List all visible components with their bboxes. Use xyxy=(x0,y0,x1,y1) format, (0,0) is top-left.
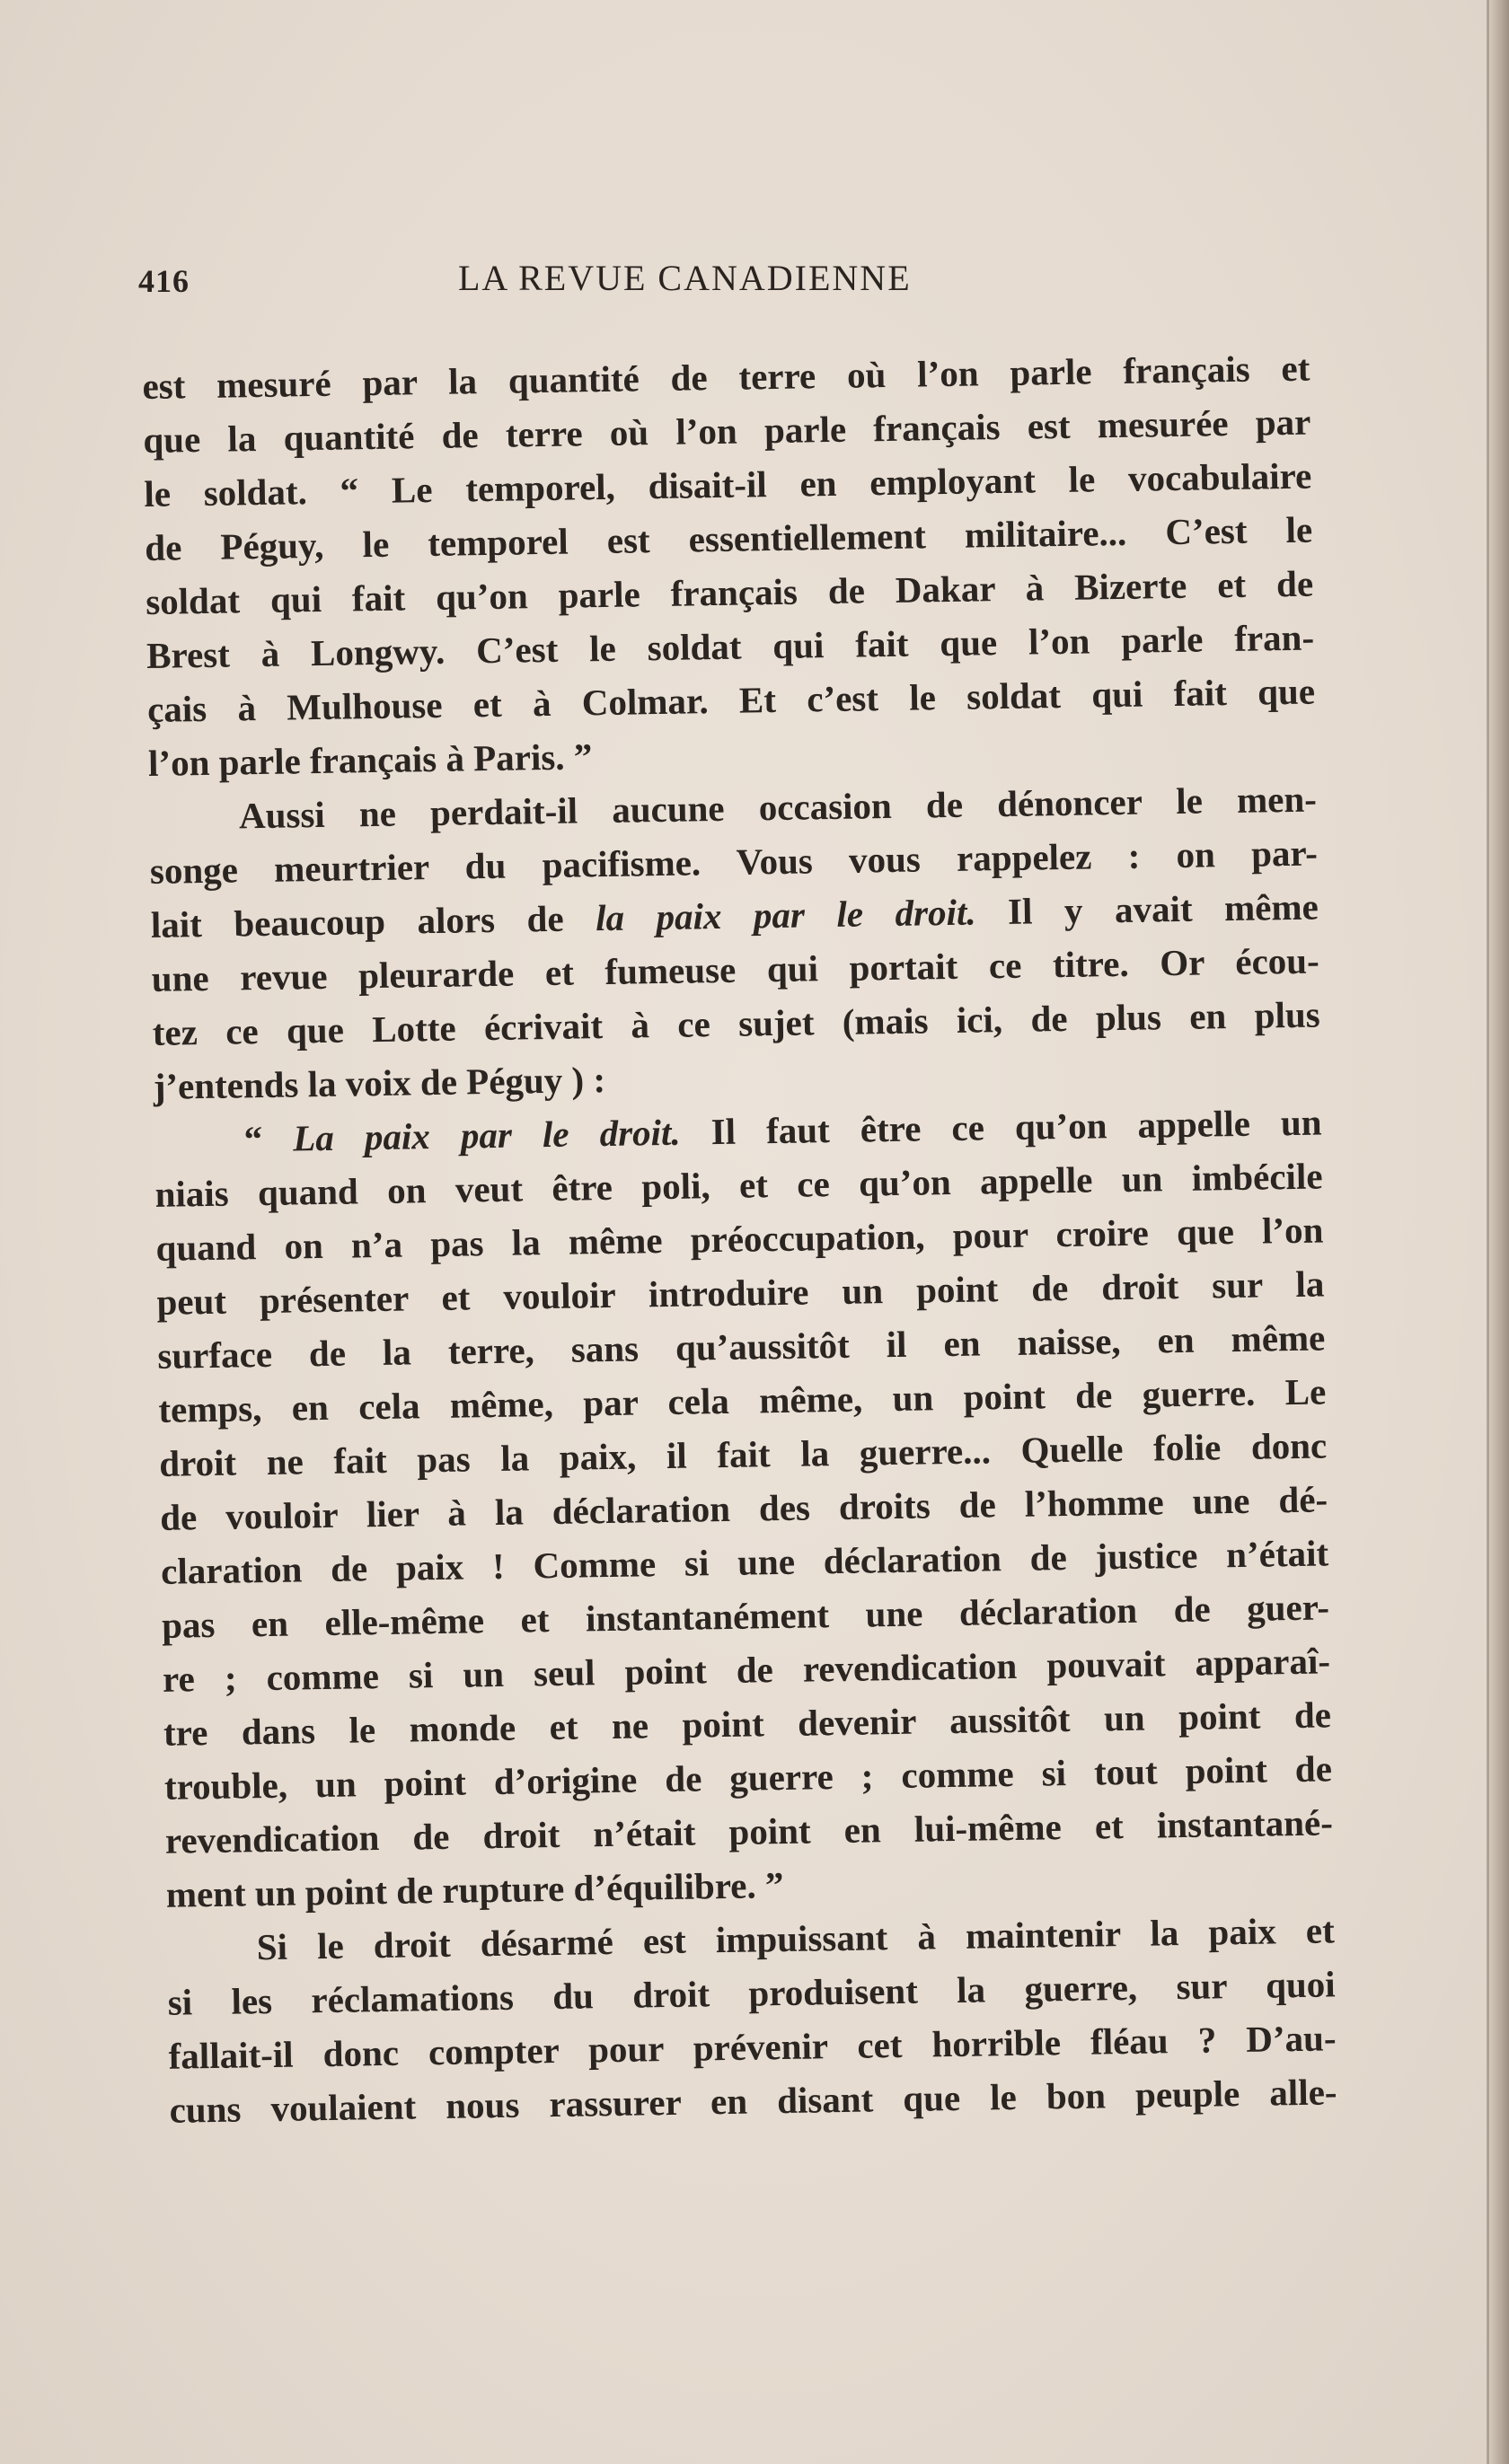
text-line: niais quand on veut être poli, et ce qu’on appelle un imbécile xyxy=(154,1155,1323,1215)
text-line: revendication de droit n’était point en lui-même et instantané- xyxy=(164,1801,1334,1861)
text-line: l’on parle français à Paris. ” xyxy=(147,735,593,784)
text-line: temps, en cela même, par cela même, un point de guerre. Le xyxy=(158,1370,1327,1430)
text-line: peut présenter et vouloir introduire un point de droit sur la xyxy=(156,1263,1325,1323)
page-edge-shadow xyxy=(1487,0,1489,2464)
text-line: re ; comme si un seul point de revendication pouvait apparaî- xyxy=(162,1640,1331,1700)
text-line: que la quantité de terre où l’on parle français est mesurée par xyxy=(143,400,1311,461)
text-segment: Il y avait même xyxy=(1007,885,1319,932)
text-line: quand on n’a pas la même préoccupation, pour croire que l’on xyxy=(155,1209,1324,1269)
body-text xyxy=(142,341,1337,2137)
text-line: fallait-il donc compter pour prévenir cet horrible fléau ? D’au- xyxy=(168,2017,1337,2077)
text-line: songe meurtrier du pacifisme. Vous vous rappelez : on par- xyxy=(149,832,1319,892)
text-line: si les réclamations du droit produisent la guerre, sur quoi xyxy=(167,1963,1336,2023)
text-line: de Péguy, le temporel est essentiellement militaire... C’est le xyxy=(144,508,1313,568)
text-line: Si le droit désarmé est impuissant à maintenir la paix et xyxy=(256,1909,1336,1968)
text-line: Aussi ne perdait-il aucune occasion de dénoncer le men- xyxy=(238,778,1318,837)
page-number: 416 xyxy=(138,263,190,299)
text-line: tre dans le monde et ne point devenir aussitôt un point de xyxy=(163,1694,1332,1754)
text-line: soldat qui fait qu’on parle français de Dakar à Bizerte et de xyxy=(145,562,1314,622)
italic-title: La paix par le droit. xyxy=(292,1111,681,1159)
text-line: tez ce que Lotte écrivait à ce sujet (mais ici, de plus en plus xyxy=(152,993,1320,1053)
text-line: pas en elle-même et instantanément une déclaration de guer- xyxy=(161,1586,1330,1646)
text-line: claration de paix ! Comme si une déclaration de justice n’était xyxy=(160,1532,1329,1592)
quote-mark: “ xyxy=(243,1118,263,1160)
text-segment: Il faut être ce qu’on appelle un xyxy=(710,1101,1322,1153)
text-line: est mesuré par la quantité de terre où l’on parle français et xyxy=(142,347,1310,407)
text-line: de vouloir lier à la déclaration des droits de l’homme une dé- xyxy=(159,1478,1328,1538)
text-line: surface de la terre, sans qu’aussitôt il en naisse, en même xyxy=(157,1316,1326,1377)
italic-title: la paix par le droit. xyxy=(595,891,976,939)
text-line: droit ne fait pas la paix, il fait la guerre... Quelle folie donc xyxy=(158,1424,1328,1484)
text-segment: lait beaucoup alors de xyxy=(150,897,564,946)
text-line: ment un point de rupture d’équilibre. ” xyxy=(165,1863,784,1915)
text-line: une revue pleurarde et fumeuse qui portait ce titre. Or écou- xyxy=(151,939,1320,999)
text-line: cuns voulaient nous rassurer en disant que le bon peuple alle- xyxy=(169,2071,1337,2131)
page-header xyxy=(138,255,1324,309)
text-line: çais à Mulhouse et à Colmar. Et c’est le soldat qui fait que xyxy=(146,670,1316,730)
text-line: le soldat. “ Le temporel, disait-il en employant le vocabulaire xyxy=(143,454,1312,515)
page-edge xyxy=(1487,0,1509,2464)
text-line: Brest à Longwy. C’est le soldat qui fait que l’on parle fran- xyxy=(146,616,1315,676)
text-line: j’entends la voix de Péguy ) : xyxy=(153,1058,606,1107)
text-line: trouble, un point d’origine de guerre ; comme si tout point de xyxy=(163,1747,1333,1808)
running-head: LA REVUE CANADIENNE xyxy=(458,258,912,298)
